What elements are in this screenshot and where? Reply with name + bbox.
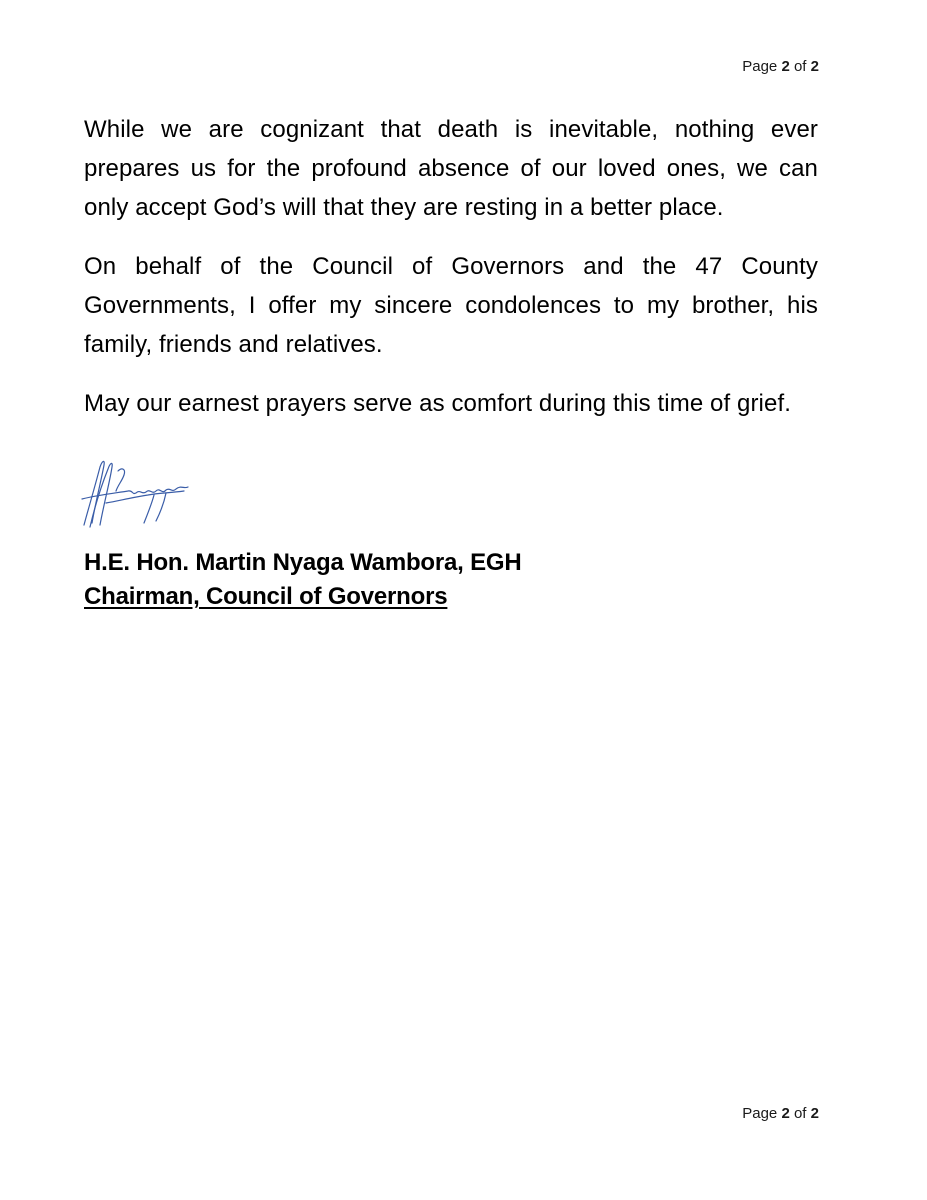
page-number-footer [742, 1105, 819, 1123]
handwritten-signature-icon [78, 455, 198, 530]
signature-block [84, 546, 522, 614]
current-page: 2 [781, 1105, 790, 1122]
page-number-header [742, 58, 819, 76]
page-label: Page [742, 1105, 778, 1122]
signature-stroke [116, 469, 125, 491]
signature-stroke [156, 493, 166, 521]
total-pages: 2 [810, 1105, 819, 1122]
signatory-name: H.E. Hon. Martin Nyaga Wambora, EGH [84, 549, 522, 576]
paragraph-2: On behalf of the Council of Governors and the 47 County Governments, I offer my sincere condolences to my brother, his family, friends and relatives. [84, 253, 818, 358]
paragraph-1: While we are cognizant that death is inevitable, nothing ever prepares us for the profound absence of our loved ones, we can only accept God’s will that they are resting in a better place. [84, 116, 818, 221]
signature-stroke [144, 495, 154, 523]
signature-stroke [84, 461, 104, 525]
current-page: 2 [781, 58, 790, 75]
page-label: Page [742, 58, 778, 75]
signatory-title: Chairman, Council of Governors [84, 583, 448, 610]
paragraph-3: May our earnest prayers serve as comfort during this time of grief. [84, 390, 791, 417]
page-of-label: of [793, 58, 807, 75]
page-of-label: of [793, 1105, 807, 1122]
total-pages: 2 [810, 58, 819, 75]
letter-body [84, 110, 818, 443]
